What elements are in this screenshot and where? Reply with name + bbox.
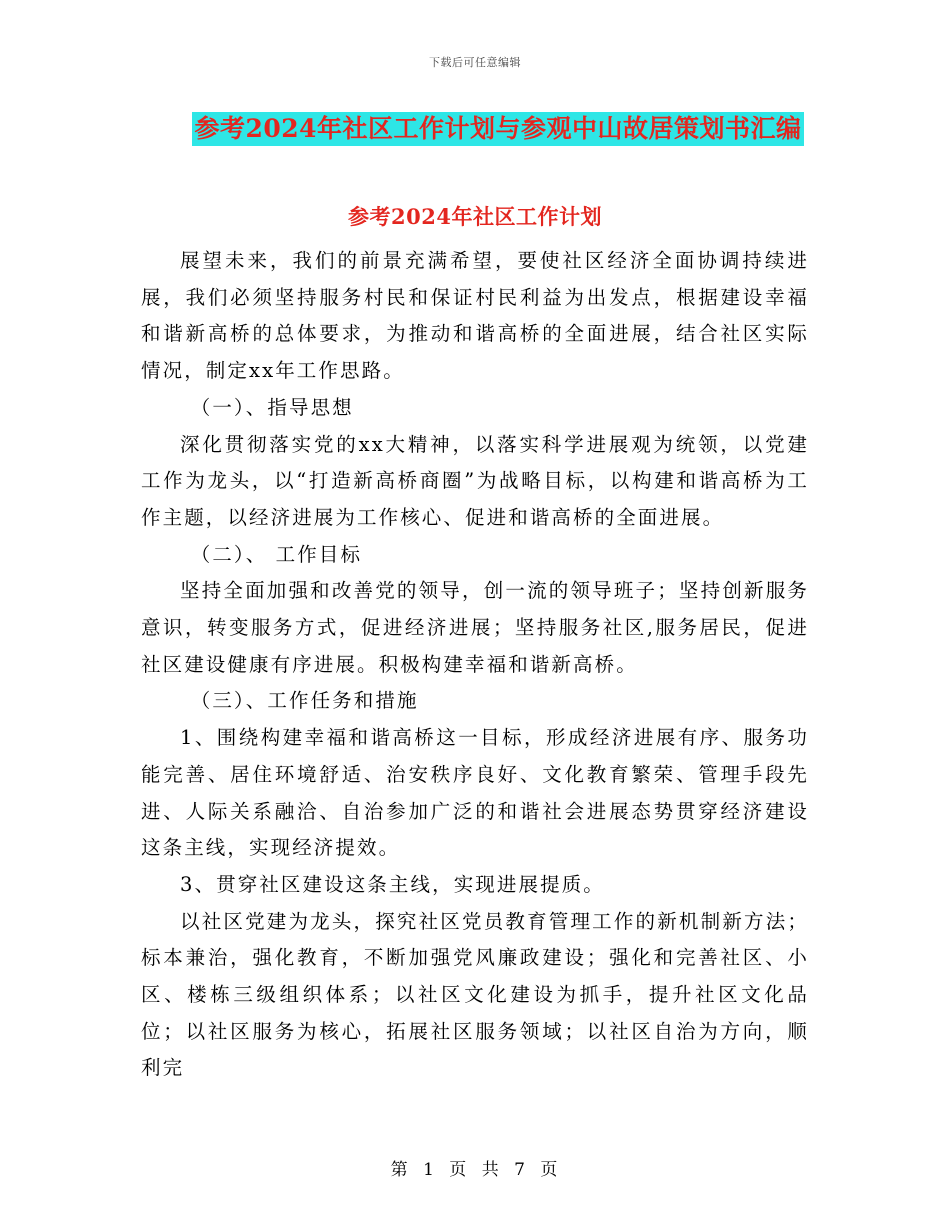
section-heading: （二）、 工作目标 — [190, 542, 363, 566]
paragraph: 深化贯彻落实党的xx大精神，以落实科学进展观为统领，以党建工作为龙头，以“打造新高桥商圈”为战略目标，以构建和谐高桥为工作主题，以经济进展为工作核心、促进和谐高桥的全面进展。 — [141, 432, 809, 529]
section-heading: （三）、工作任务和措施 — [190, 689, 419, 713]
paragraph: 坚持全面加强和改善党的领导，创一流的领导班子；坚持创新服务意识，转变服务方式，促进经济进展；坚持服务社区,服务居民，促进社区建设健康有序进展。积极构建幸福和谐新高桥。 — [141, 579, 809, 676]
section-title: 参考2024年社区工作计划 — [348, 204, 602, 229]
paragraph: 3、贯穿社区建设这条主线，实现进展提质。 — [180, 872, 605, 896]
section-heading: （一）、指导思想 — [190, 395, 354, 419]
main-title: 参考2024年社区工作计划与参观中山故居策划书汇编 — [192, 112, 803, 146]
page-number-footer: 第 1 页 共 7 页 — [390, 1160, 560, 1180]
paragraph: 展望未来，我们的前景充满希望，要使社区经济全面协调持续进展，我们必须坚持服务村民和保证村民利益为出发点，根据建设幸福和谐新高桥的总体要求，为推动和谐高桥的全面进展，结合社区实际情况，制定xx年工作思路。 — [141, 249, 809, 383]
main-title-container — [0, 112, 950, 146]
paragraph: 以社区党建为龙头，探究社区党员教育管理工作的新机制新方法；标本兼治，强化教育，不断加强党风廉政建设；强化和完善社区、小区、楼栋三级组织体系；以社区文化建设为抓手，提升社区文化品位；以社区服务为核心，拓展社区服务领域；以社区自治为方向，顺利完 — [141, 909, 809, 1080]
body-text — [141, 243, 809, 1087]
paragraph: 1、围绕构建幸福和谐高桥这一目标，形成经济进展有序、服务功能完善、居住环境舒适、治安秩序良好、文化教育繁荣、管理手段先进、人际关系融洽、自治参加广泛的和谐社会进展态势贯穿经济建设这条主线，实现经济提效。 — [141, 726, 809, 860]
header-note: 下载后可任意编辑 — [429, 56, 521, 69]
